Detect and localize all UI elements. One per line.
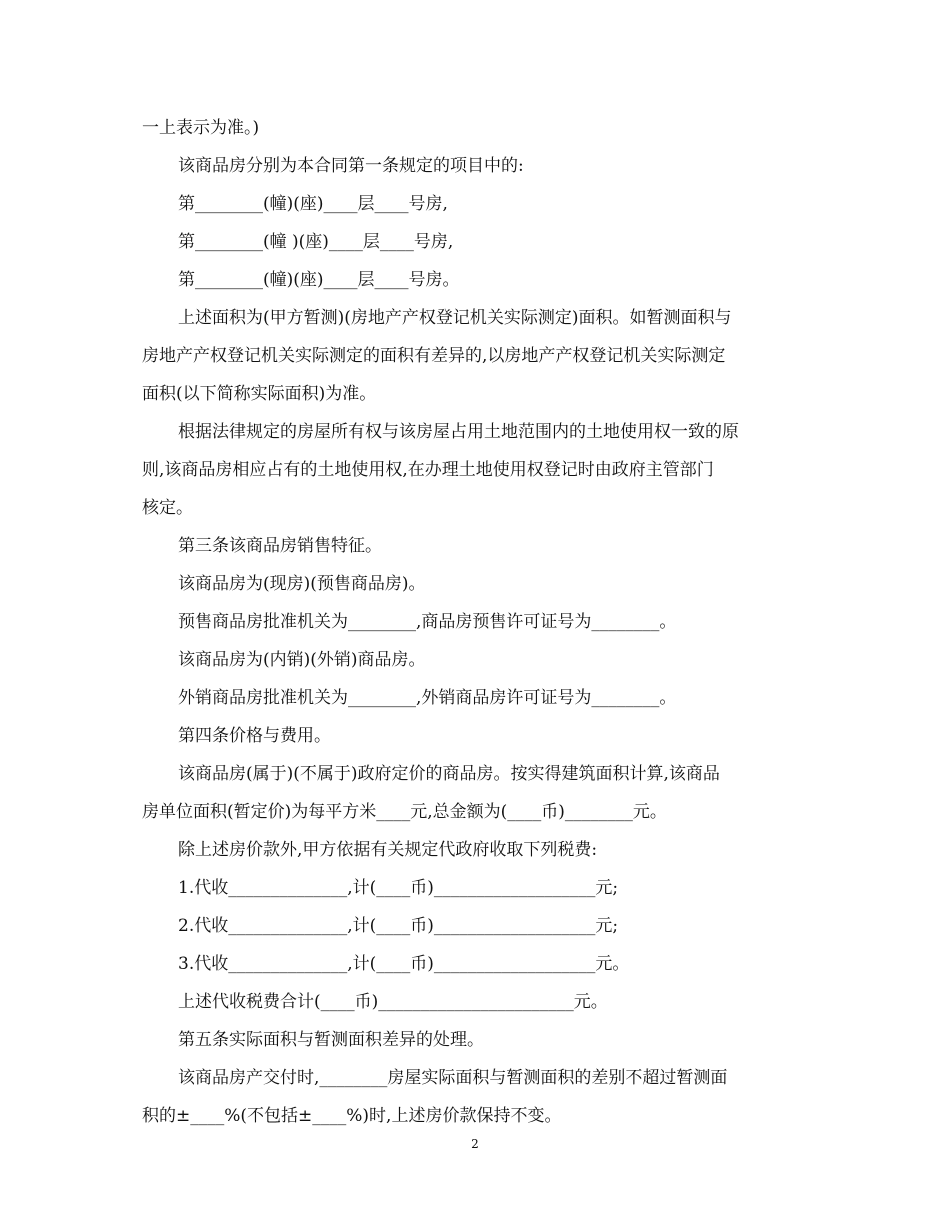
domestic-foreign-line: 该商品房为(内销)(外销)商品房。 [178,650,426,670]
room-line-3: 第________(幢)(座)____层____号房。 [178,270,460,290]
section-heading-3: 第三条该商品房销售特征。 [178,536,382,556]
area-paragraph-line-3: 面积(以下简称实际面积)为准。 [142,384,377,404]
paragraph-continuation: 一上表示为准。) [142,118,260,138]
paragraph-intro: 该商品房分别为本合同第一条规定的项目中的: [178,156,524,176]
page-number: 2 [471,1137,479,1151]
difference-paragraph-line-1: 该商品房产交付时,________房屋实际面积与暂测面积的差别不超过暂测面 [178,1068,728,1088]
tax-item-3: 3.代收______________,计(____币)___________________元。 [178,954,630,974]
land-paragraph-line-2: 则,该商品房相应占有的土地使用权,在办理土地使用权登记时由政府主管部门 [142,460,714,480]
tax-item-1: 1.代收______________,计(____币)___________________元; [178,878,619,898]
price-paragraph-line-1: 该商品房(属于)(不属于)政府定价的商品房。按实得建筑面积计算,该商品 [178,764,720,784]
land-paragraph-line-1: 根据法律规定的房屋所有权与该房屋占用土地范围内的土地使用权一致的原 [178,422,739,442]
foreign-permit-line: 外销商品房批准机关为________,外销商品房许可证号为________。 [178,688,677,708]
price-paragraph-line-2: 房单位面积(暂定价)为每平方米____元,总金额为(____币)________元。 [142,802,667,822]
tax-total-line: 上述代收税费合计(____币)_______________________元。 [178,992,608,1012]
room-line-1: 第________(幢)(座)____层____号房, [178,194,448,214]
section-heading-5: 第五条实际面积与暂测面积差异的处理。 [178,1030,484,1050]
section-heading-4: 第四条价格与费用。 [178,726,331,746]
sale-type-line: 该商品房为(现房)(预售商品房)。 [178,574,426,594]
difference-paragraph-line-2: 积的±____%(不包括±____%)时,上述房价款保持不变。 [142,1106,562,1126]
area-paragraph-line-2: 房地产产权登记机关实际测定的面积有差异的,以房地产产权登记机关实际测定 [142,346,726,366]
presale-permit-line: 预售商品房批准机关为________,商品房预售许可证号为________。 [178,612,677,632]
tax-intro-line: 除上述房价款外,甲方依据有关规定代政府收取下列税费: [178,840,598,860]
area-paragraph-line-1: 上述面积为(甲方暂测)(房地产产权登记机关实际测定)面积。如暂测面积与 [178,308,732,328]
room-line-2: 第________(幢 )(座)____层____号房, [178,232,454,252]
land-paragraph-line-3: 核定。 [142,498,193,518]
tax-item-2: 2.代收______________,计(____币)___________________元; [178,916,619,936]
